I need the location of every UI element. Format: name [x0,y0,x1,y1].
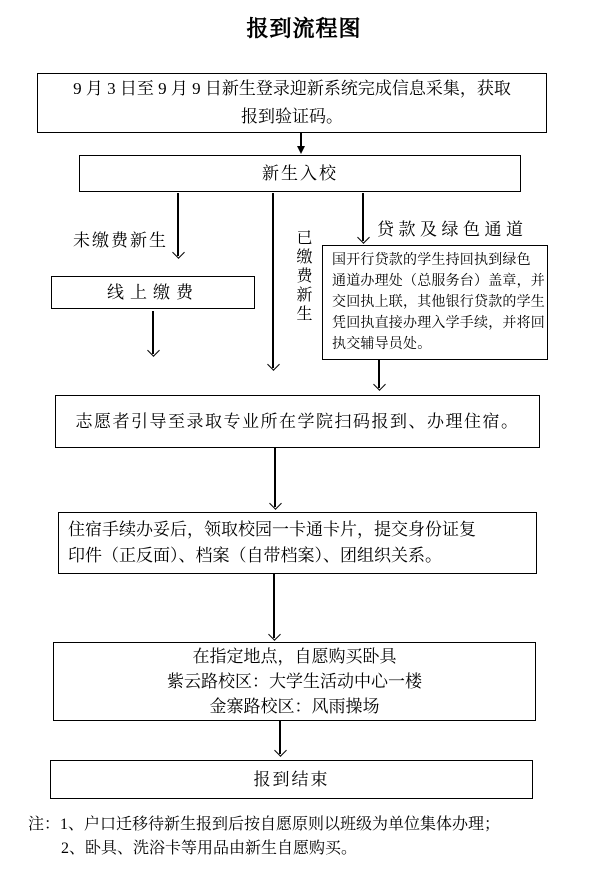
box-text-line: 9 月 3 日至 9 月 9 日新生登录迎新系统完成信息采集，获取 [73,79,511,98]
arrow-down-icon [274,720,286,756]
page-title: 报到流程图 [246,17,362,42]
label-unpaid-students: 未缴费新生 [73,231,168,250]
footnote-text: 2、卧具、洗浴卡等用品由新生自愿购买。 [61,840,358,857]
flow-step-volunteer-guide [55,395,540,448]
box-text-line: 通道办理处（总服务台）盖章，并 [332,274,545,289]
arrowhead-icon [274,744,287,757]
arrowhead-icon [357,231,370,244]
box-text-line: 志愿者引导至录取专业所在学院扫码报到、办理住宿。 [75,412,520,431]
arrowhead-icon [297,146,305,154]
arrow-down-icon [147,311,159,356]
arrow-down-icon [295,133,307,154]
arrow-down-icon [172,193,184,258]
box-text-line: 新生入校 [262,164,338,183]
box-text-line: 紫云路校区：大学生活动中心一楼 [167,672,422,691]
box-text-line: 国开行贷款的学生持回执到绿色 [332,253,531,268]
flow-step-arrival [79,155,521,192]
flow-step-info-collection [37,73,547,133]
flow-step-dorm-procedure [58,512,537,574]
footnote-prefix: 注： [28,816,61,833]
arrowhead-icon [172,246,185,259]
box-text-line: 执交辅导员处。 [332,337,432,352]
arrow-down-icon [269,448,281,509]
arrowhead-icon [267,358,280,371]
flow-step-online-payment [51,276,255,309]
box-text-line: 凭回执直接办理入学手续，并将回 [332,316,545,331]
footnote-text: 1、户口迁移待新生报到后按自愿原则以班级为单位集体办理； [60,816,501,833]
arrow-down-icon [373,359,385,390]
box-text-line: 交回执上联，其他银行贷款的学生 [332,295,545,310]
arrowhead-icon [269,497,282,510]
arrow-down-icon [357,193,369,243]
box-text-line: 印件（正反面）、档案（自带档案）、团组织关系。 [68,546,442,565]
label-loan-green-channel: 贷款及绿色通道 [377,220,528,239]
flow-step-finish [50,760,533,799]
box-text-line: 在指定地点，自愿购买卧具 [192,647,397,666]
footnote-line [28,813,500,837]
arrow-down-icon [267,193,279,370]
box-text-line: 住宿手续办妥后，领取校园一卡通卡片，提交身份证复 [68,520,476,539]
footnotes [28,813,500,861]
arrowhead-icon [268,628,281,641]
footnote-line [61,837,500,861]
label-paid-students: 已缴费新生 [294,229,311,324]
arrowhead-icon [373,378,386,391]
flow-step-bedding-purchase [53,642,536,721]
box-text-line: 报到验证码。 [241,107,343,126]
arrow-shaft [272,193,274,368]
box-text-line: 报到结束 [253,770,330,789]
box-text-line: 金寨路校区：风雨操场 [209,697,380,716]
arrowhead-icon [147,344,160,357]
box-text-line: 线上缴费 [107,283,199,302]
flow-step-loan-channel [322,245,548,360]
arrow-down-icon [268,574,280,640]
